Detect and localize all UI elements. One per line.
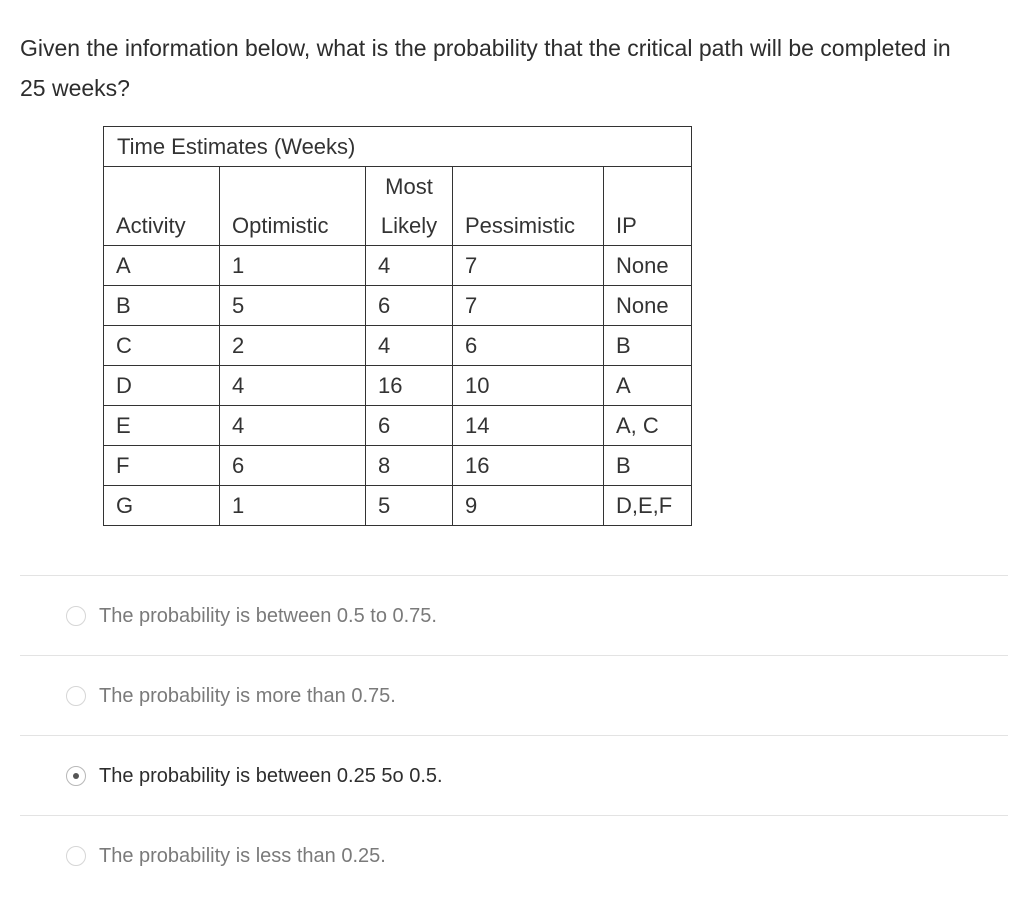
answer-option-label: The probability is more than 0.75. — [99, 684, 396, 707]
radio-button-2[interactable] — [66, 686, 86, 706]
table-row — [104, 246, 692, 286]
cell-most-likely: 8 — [366, 446, 453, 486]
cell-pessimistic: 7 — [453, 286, 604, 326]
cell-most-likely: 5 — [366, 486, 453, 526]
table-header-row — [104, 167, 692, 246]
cell-pessimistic: 9 — [453, 486, 604, 526]
cell-optimistic: 2 — [220, 326, 366, 366]
header-most-likely-line2: Likely — [380, 213, 438, 238]
cell-ip: B — [604, 446, 692, 486]
answer-option-label: The probability is between 0.5 to 0.75. — [99, 604, 437, 627]
answer-option-2[interactable] — [66, 676, 396, 716]
answer-option-3[interactable] — [66, 756, 443, 796]
cell-optimistic: 4 — [220, 366, 366, 406]
radio-button-4[interactable] — [66, 846, 86, 866]
table-row — [104, 326, 692, 366]
header-most-likely-line1: Most — [385, 174, 433, 199]
cell-optimistic: 1 — [220, 246, 366, 286]
cell-pessimistic: 14 — [453, 406, 604, 446]
radio-button-3-selected[interactable] — [66, 766, 86, 786]
answer-option-4[interactable] — [66, 836, 386, 876]
option-divider — [20, 815, 1008, 816]
cell-most-likely: 6 — [366, 286, 453, 326]
cell-ip: None — [604, 246, 692, 286]
header-most-likely — [366, 167, 453, 246]
answer-option-1[interactable] — [66, 596, 437, 636]
cell-most-likely: 16 — [366, 366, 453, 406]
cell-pessimistic: 10 — [453, 366, 604, 406]
answer-option-label: The probability is less than 0.25. — [99, 844, 386, 867]
cell-most-likely: 6 — [366, 406, 453, 446]
cell-activity: E — [104, 406, 220, 446]
cell-optimistic: 4 — [220, 406, 366, 446]
cell-pessimistic: 16 — [453, 446, 604, 486]
header-ip: IP — [604, 167, 692, 246]
cell-most-likely: 4 — [366, 326, 453, 366]
cell-activity: C — [104, 326, 220, 366]
header-optimistic: Optimistic — [220, 167, 366, 246]
cell-pessimistic: 7 — [453, 246, 604, 286]
table-row — [104, 366, 692, 406]
cell-activity: B — [104, 286, 220, 326]
cell-optimistic: 6 — [220, 446, 366, 486]
cell-most-likely: 4 — [366, 246, 453, 286]
cell-ip: D,E,F — [604, 486, 692, 526]
cell-pessimistic: 6 — [453, 326, 604, 366]
cell-ip: A, C — [604, 406, 692, 446]
table-title: Time Estimates (Weeks) — [104, 127, 692, 167]
cell-activity: F — [104, 446, 220, 486]
cell-optimistic: 5 — [220, 286, 366, 326]
table-row — [104, 286, 692, 326]
table-title-row — [104, 127, 692, 167]
option-divider — [20, 575, 1008, 576]
answer-option-label: The probability is between 0.25 5o 0.5. — [99, 764, 443, 787]
cell-optimistic: 1 — [220, 486, 366, 526]
option-divider — [20, 655, 1008, 656]
cell-ip: B — [604, 326, 692, 366]
question-text: Given the information below, what is the probability that the critical path will be completed in 25 weeks? — [20, 35, 951, 101]
table-row — [104, 406, 692, 446]
table-row — [104, 446, 692, 486]
header-activity: Activity — [104, 167, 220, 246]
time-estimates-table — [103, 126, 692, 526]
cell-activity: G — [104, 486, 220, 526]
table-row — [104, 486, 692, 526]
cell-activity: D — [104, 366, 220, 406]
cell-ip: None — [604, 286, 692, 326]
option-divider — [20, 735, 1008, 736]
cell-activity: A — [104, 246, 220, 286]
radio-button-1[interactable] — [66, 606, 86, 626]
header-pessimistic: Pessimistic — [453, 167, 604, 246]
cell-ip: A — [604, 366, 692, 406]
